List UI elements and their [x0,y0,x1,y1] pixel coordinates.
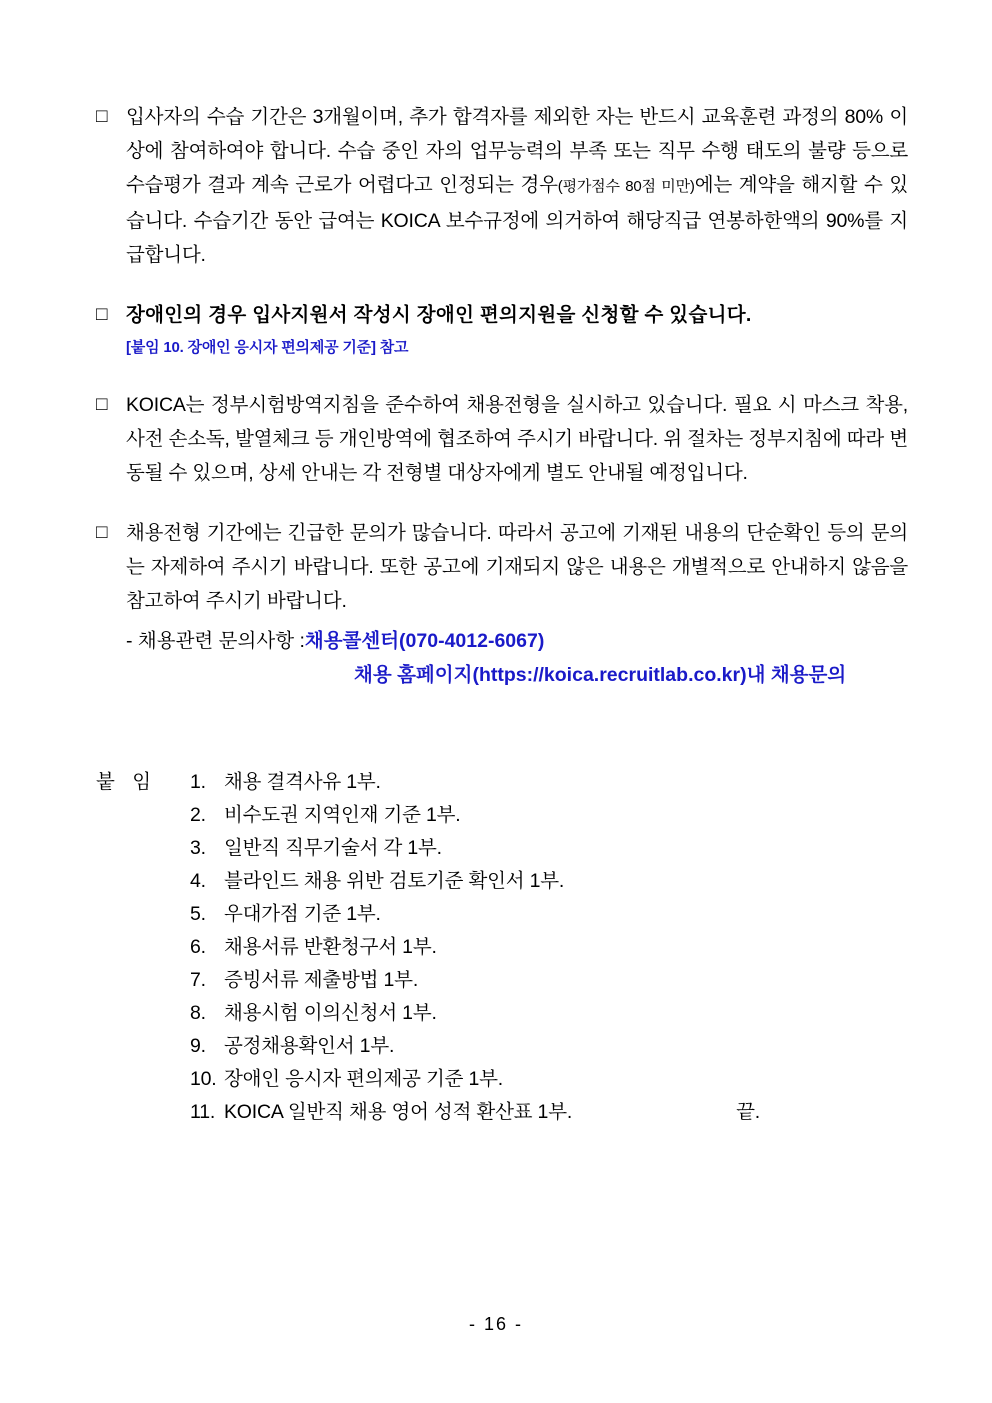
attachment-number: 4. [190,870,206,892]
contact-call-center-value: 채용콜센터(070-4012-6067) [304,630,545,652]
contact-homepage-suffix: )내 채용문의 [740,664,847,686]
attachment-text: 비수도권 지역인재 기준 1부. [224,804,461,826]
paragraph-inquiry: 채용전형 기간에는 긴급한 문의가 많습니다. 따라서 공고에 기재된 내용의 단순확인 등의 문의는 자제하여 주시기 바랍니다. 또한 공고에 기재되지 않은 내용은 개별적으로 안내하지 않음을 참고하여 주시기 바랍니다. [126,522,908,612]
contact-homepage-url[interactable]: https://koica.recruitlab.co.kr [478,664,741,686]
bullet-body [126,100,908,272]
attachment-text: 채용시험 이의신청서 1부. [224,1002,437,1024]
attachment-number: 1. [190,771,206,793]
attachment-text: 블라인드 채용 위반 검토기준 확인서 1부. [224,870,565,892]
paragraph-text-small: (평가점수 80점 미만) [557,178,695,195]
attachment-number: 2. [190,804,206,826]
checkbox-marker-icon: □ [96,394,108,415]
attachment-text: 채용서류 반환청구서 1부. [224,936,437,958]
attachments-label: 붙 임 [96,771,158,793]
attachment-text: 공정채용확인서 1부. [224,1035,395,1057]
list-item [190,766,908,799]
paragraph-probation [126,100,908,272]
checkbox-marker-icon: □ [96,304,108,325]
attachment-number: 10. [190,1068,217,1090]
paragraph-disability-support: 장애인의 경우 입사지원서 작성시 장애인 편의지원을 신청할 수 있습니다. [126,304,752,326]
bullet-body [126,298,908,362]
list-item [190,1030,908,1063]
attachment-text: 장애인 응시자 편의제공 기준 1부. [224,1068,504,1090]
bullet-body [126,388,908,490]
attachment-text-value: KOICA 일반직 채용 영어 성적 환산표 1부. [224,1101,573,1123]
attachment-text [224,1096,908,1129]
attachment-number: 11. [190,1101,216,1123]
attachment-number: 3. [190,837,206,859]
attachment-number: 6. [190,936,206,958]
attachment-text: 일반직 직무기술서 각 1부. [224,837,442,859]
list-item [190,931,908,964]
bullet-block-inquiry [96,516,908,692]
attachment-reference-note: [붙임 10. 장애인 응시자 편의제공 기준] 참고 [126,339,409,356]
list-item [190,799,908,832]
bullet-block-quarantine [96,388,908,490]
list-item [190,997,908,1030]
contact-homepage-prefix: 채용 홈페이지( [354,664,479,686]
list-item [190,832,908,865]
contact-call-center-line [126,624,908,658]
bullet-block-probation [96,100,908,272]
paragraph-quarantine: KOICA는 정부시험방역지침을 준수하여 채용전형을 실시하고 있습니다. 필요 시 마스크 착용, 사전 손소독, 발열체크 등 개인방역에 협조하여 주시기 바랍니다. 위 절차는 정부지침에 따라 변동될 수 있으며, 상세 안내는 각 전형별 대상자에게 별도 안내될 예정입니다. [126,394,908,484]
checkbox-marker-icon: □ [96,106,108,127]
attachments-section [96,766,908,1129]
page-number: - 16 - [468,1314,523,1334]
list-item [190,898,908,931]
contact-homepage-line [126,658,908,692]
checkbox-marker-icon: □ [96,522,108,543]
bullet-block-disability-support [96,298,908,362]
bullet-body [126,516,908,692]
attachment-number: 5. [190,903,206,925]
contact-label: - 채용관련 문의사항 : [126,630,305,652]
list-item [190,1063,908,1096]
attachment-number: 8. [190,1002,206,1024]
list-item [190,1096,908,1129]
attachments-list [182,766,908,1129]
paragraph-text-main: 입사자의 수습 기간은 3개월이며, 추가 합격자를 제외한 자는 반드시 교육훈련 과정의 80% 이상에 참여하여야 합니다. 수습 중인 자의 업무능력의 부족 또는 직무 수행 태도의 불량 등으로 수습평가 결과 계속 근로가 어렵다고 인정되는 경우 [126,106,908,196]
attachment-text: 우대가점 기준 1부. [224,903,381,925]
paragraph-text-tail: 에는 계약을 해지할 수 있습니다. 수습기간 동안 급여는 KOICA 보수규정에 의거하여 해당직급 연봉하한액의 90%를 지급합니다. [126,174,909,266]
list-item [190,865,908,898]
attachment-text: 증빙서류 제출방법 1부. [224,969,419,991]
document-end-mark: 끝. [736,1101,760,1123]
attachment-number: 7. [190,969,206,991]
list-item [190,964,908,997]
attachment-number: 9. [190,1035,206,1057]
attachment-text: 채용 결격사유 1부. [224,771,381,793]
